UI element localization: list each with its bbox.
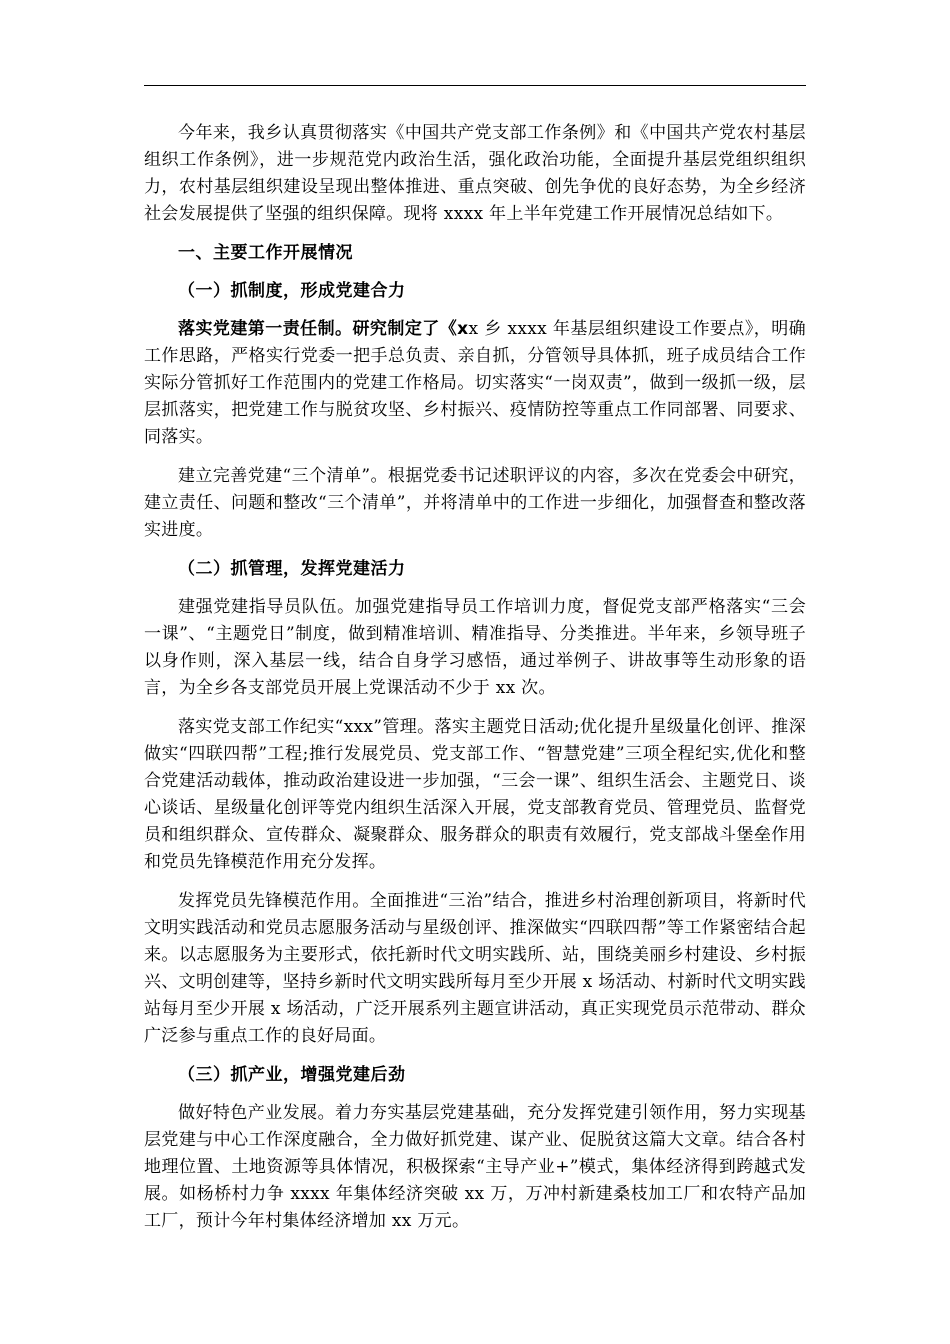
- subheading-management: （二）抓管理，发挥党建活力: [178, 559, 406, 579]
- intro-paragraph: 今年来，我乡认真贯彻落实《中国共产党支部工作条例》和《中国共产党农村基层组织工作条例》，进一步规范党内政治生活，强化政治功能，全面提升基层党组织组织力，农村基层组织建设呈现出整体推进、重点突破、创先争优的良好态势，为全乡经济社会发展提供了坚强的组织保障。现将 xxxx 年上半年党建工作开展情况总结如下。: [144, 123, 806, 224]
- paragraph-industry: 做好特色产业发展。着力夯实基层党建基础，充分发挥党建引领作用，努力实现基层党建与中心工作深度融合，全力做好抓党建、谋产业、促脱贫这篇大文章。结合各村地理位置、土地资源等具体情况，积极探索“主导产业+”模式，集体经济得到跨越式发展。如杨桥村力争 xxxx 年集体经济突破 xx 万，万冲村新建桑枝加工厂和农特产品加工厂，预计今年村集体经济增加 xx 万元。: [144, 1103, 806, 1231]
- paragraph-three-lists: 建立完善党建“三个清单”。根据党委书记述职评议的内容，多次在党委会中研究，建立责任、问题和整改“三个清单”，并将清单中的工作进一步细化，加强督查和整改落实进度。: [144, 466, 806, 540]
- subheading-industry: （三）抓产业，增强党建后劲: [178, 1065, 406, 1085]
- section-heading-main-work: 一、主要工作开展情况: [178, 243, 353, 263]
- subheading-system: （一）抓制度，形成党建合力: [178, 281, 406, 301]
- paragraph-branch-records: 落实党支部工作纪实“xxx”管理。落实主题党日活动;优化提升星级量化创评、推深做实“四联四帮”工程;推行发展党员、党支部工作、“智慧党建”三项全程纪实,优化和整合党建活动载体，推动政治建设进一步加强，“三会一课”、组织生活会、主题党日、谈心谈话、星级量化创评等党内组织生活深入开展，党支部教育党员、管理党员、监督党员和组织群众、宣传群众、凝聚群众、服务群众的职责有效履行，党支部战斗堡垒作用和党员先锋模范作用充分发挥。: [144, 717, 806, 872]
- paragraph-responsibility: [144, 316, 806, 451]
- paragraph-lead: 落实党建第一责任制。研究制定了《x: [178, 319, 469, 339]
- document-body: [144, 120, 806, 1247]
- header-rule: [144, 85, 806, 86]
- paragraph-vanguard: 发挥党员先锋模范作用。全面推进“三治”结合，推进乡村治理创新项目，将新时代文明实践活动和党员志愿服务活动与星级创评、推深做实“四联四帮”等工作紧密结合起来。以志愿服务为主要形式，依托新时代文明实践所、站，围绕美丽乡村建设、乡村振兴、文明创建等，坚持乡新时代文明实践所每月至少开展 x 场活动、村新时代文明实践站每月至少开展 x 场活动，广泛开展系列主题宣讲活动，真正实现党员示范带动、群众广泛参与重点工作的良好局面。: [144, 891, 806, 1046]
- paragraph-instructors: 建强党建指导员队伍。加强党建指导员工作培训力度，督促党支部严格落实“三会一课”、“主题党日”制度，做到精准培训、精准指导、分类推进。半年来，乡领导班子以身作则，深入基层一线，结合自身学习感悟，通过举例子、讲故事等生动形象的语言，为全乡各支部党员开展上党课活动不少于 xx 次。: [144, 597, 806, 698]
- paragraph-body: x 乡 xxxx 年基层组织建设工作要点》，明确工作思路，严格实行党委一把手总负责、亲自抓，分管领导具体抓，班子成员结合工作实际分管抓好工作范围内的党建工作格局。切实落实“一岗双责”，做到一级抓一级，层层抓落实，把党建工作与脱贫攻坚、乡村振兴、疫情防控等重点工作同部署、同要求、同落实。: [144, 319, 806, 447]
